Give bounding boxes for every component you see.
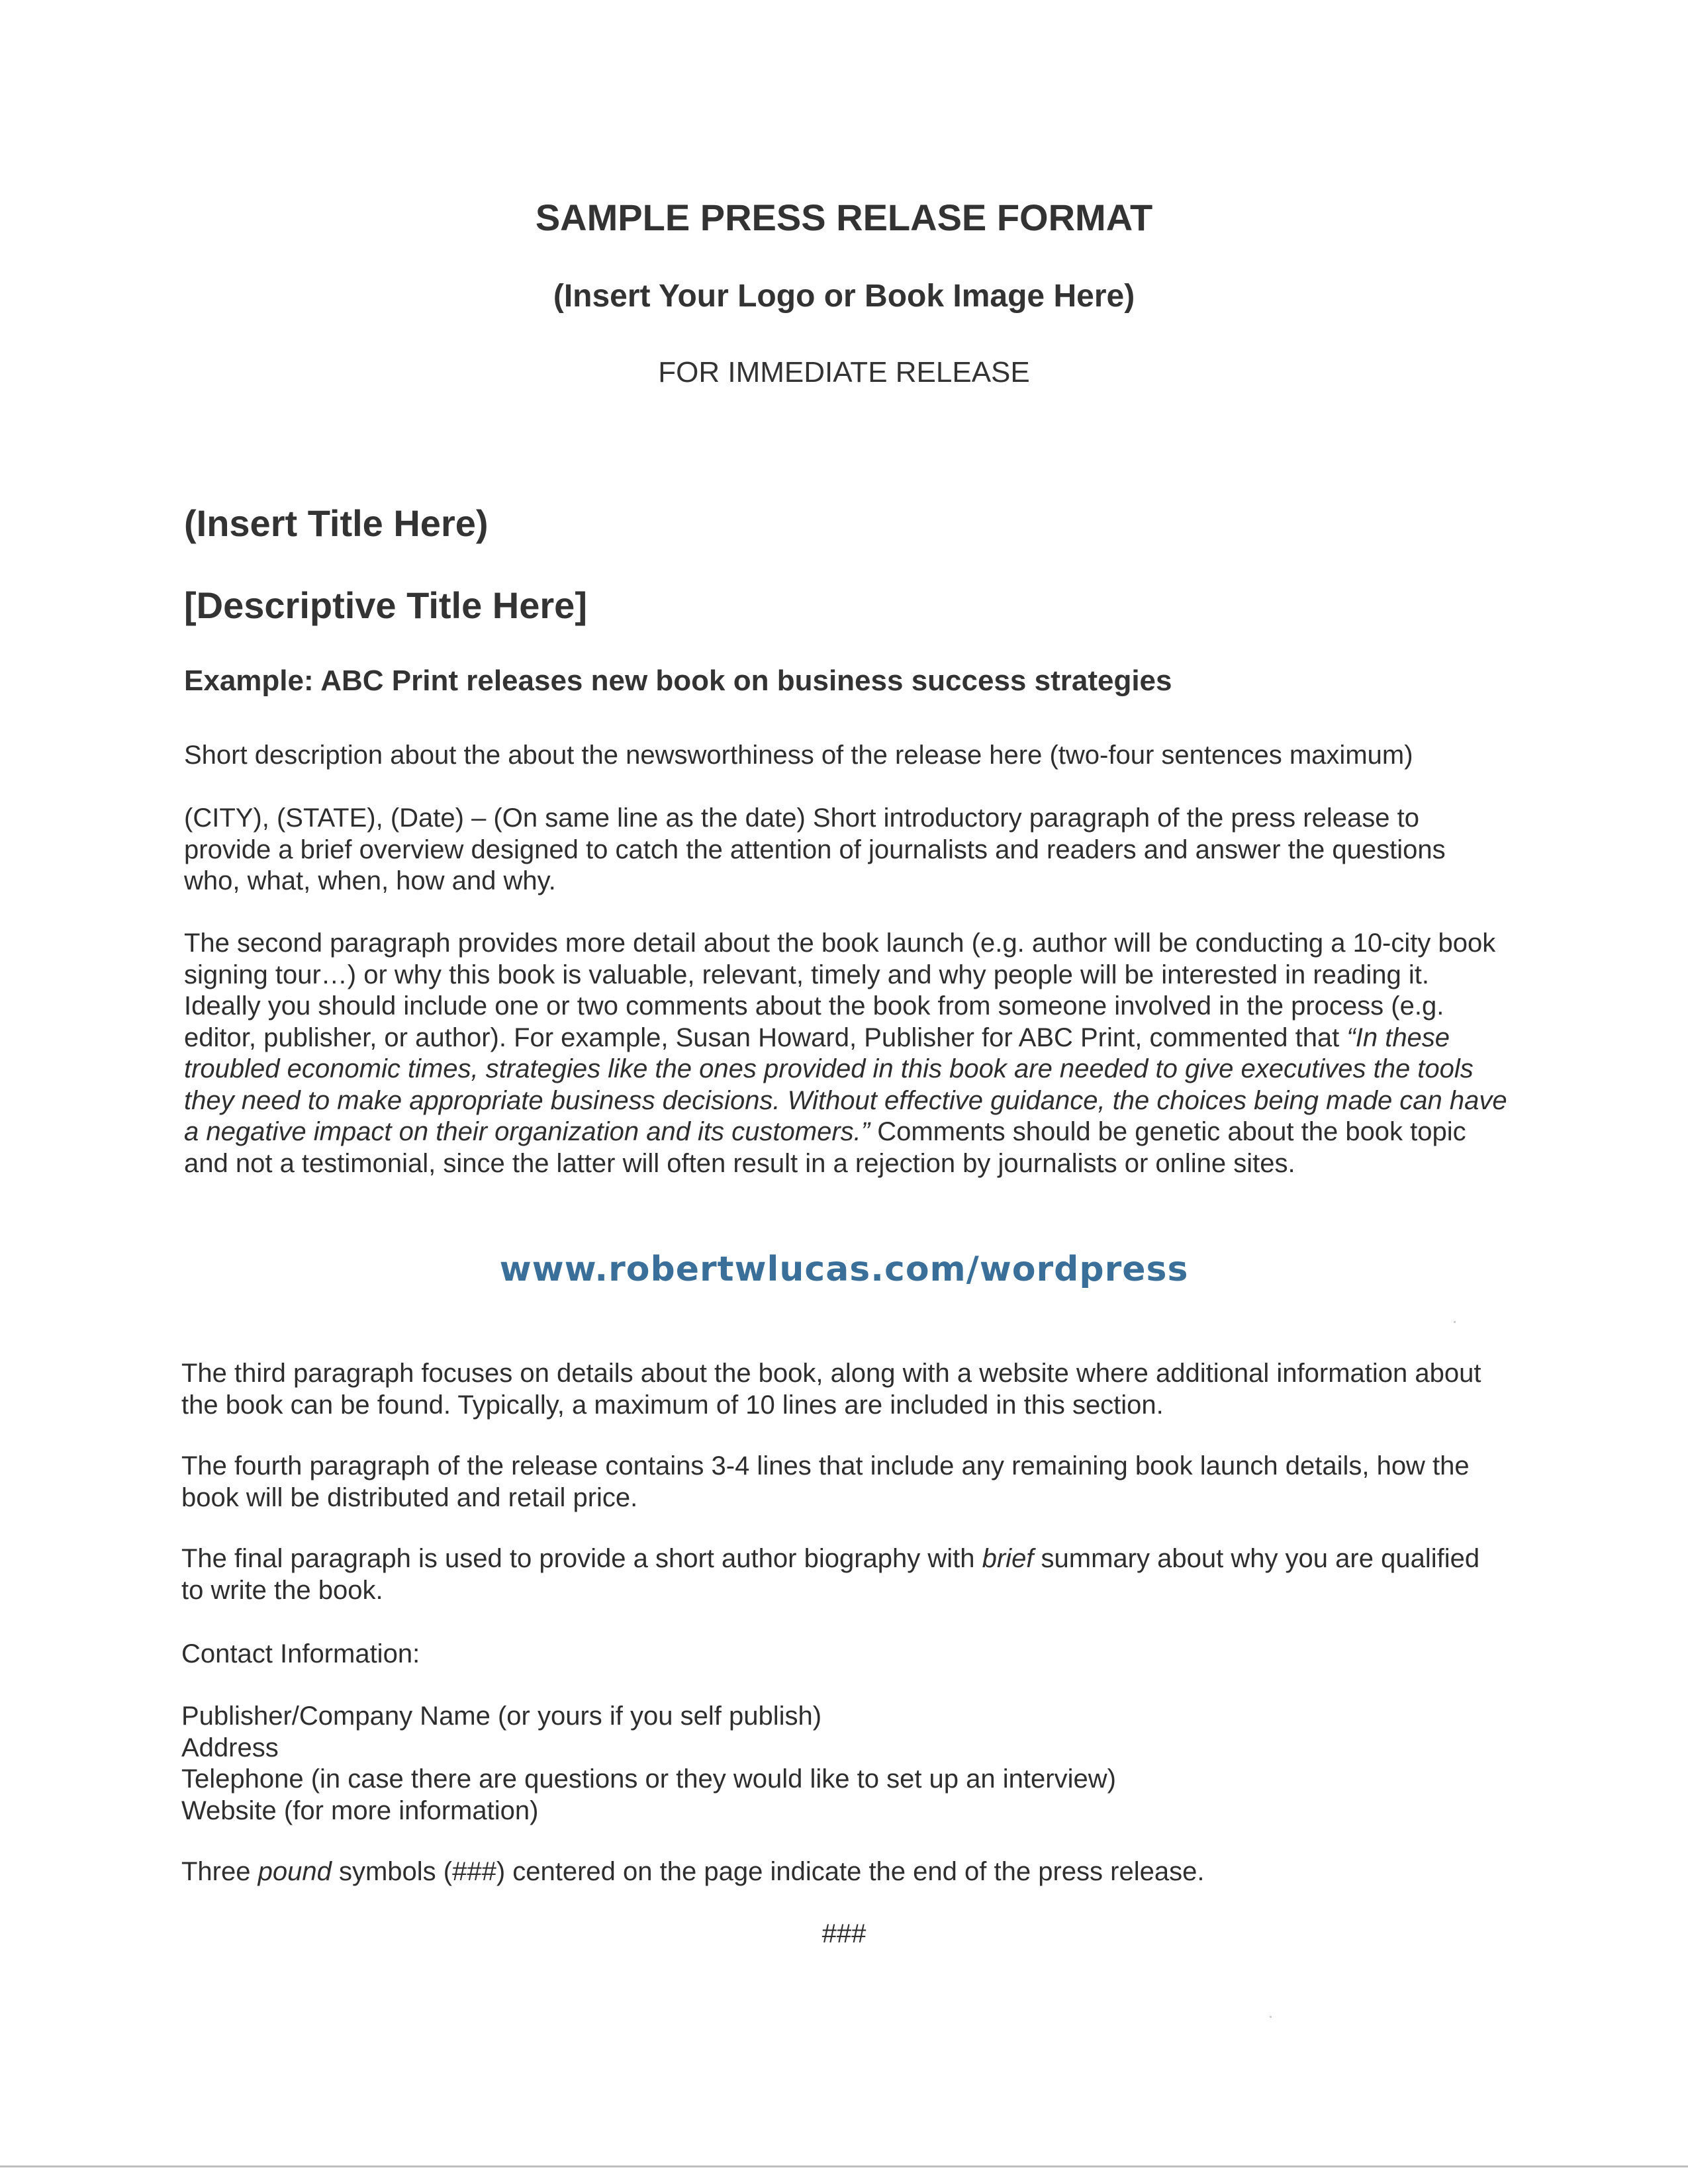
closing-text-a: Three <box>181 1857 258 1886</box>
descriptive-title: [Descriptive Title Here] <box>184 584 587 626</box>
closing-paragraph <box>181 1856 1505 1888</box>
intro-paragraph: (CITY), (STATE), (Date) – (On same line as the date) Short introductory paragraph of the press release to provide a brief overview designed to catch the attention of journalists and readers and answer the questions who, what, when, how and why. <box>184 803 1446 895</box>
document-title: SAMPLE PRESS RELASE FORMAT <box>535 197 1153 238</box>
contact-block <box>181 1701 1505 1827</box>
insert-title: (Insert Title Here) <box>184 502 489 544</box>
contact-line-telephone: Telephone (in case there are questions or they would like to set up an interview) <box>181 1764 1116 1794</box>
contact-heading: Contact Information: <box>181 1639 420 1668</box>
final-paragraph-emphasis: brief <box>982 1544 1034 1573</box>
contact-line-address: Address <box>181 1733 279 1762</box>
final-paragraph-text-b: summary about why you are qualified to write the book. <box>181 1544 1480 1605</box>
website-link[interactable]: www.robertwlucas.com/wordpress <box>499 1250 1189 1289</box>
scan-edge-line <box>0 2165 1688 2167</box>
third-paragraph: The third paragraph focuses on details about the book, along with a website where additional information about the book can be found. Typically, a maximum of 10 lines are included in this section. <box>181 1359 1481 1420</box>
second-paragraph-text-b: Comments should be genetic about the book topic and not a testimonial, since the latter will often result in a rejection by journalists or online sites. <box>184 1117 1466 1178</box>
logo-placeholder: (Insert Your Logo or Book Image Here) <box>553 279 1135 314</box>
fourth-paragraph: The fourth paragraph of the release contains 3-4 lines that include any remaining book launch details, how the book will be distributed and retail price. <box>181 1451 1470 1512</box>
contact-line-publisher: Publisher/Company Name (or yours if you self publish) <box>181 1702 822 1731</box>
second-paragraph-text-a: The second paragraph provides more detail about the book launch (e.g. author will be conducting a 10-city book signing tour…) or why this book is valuable, relevant, timely and why people will be interested in reading it. Ideally you should include one or two comments about the book from someone involved in the process (e.g. editor, publisher, or author). For example, Susan Howard, Publisher for ABC Print, commented that <box>184 929 1496 1052</box>
example-title: Example: ABC Print releases new book on business success strategies <box>184 664 1172 697</box>
short-description: Short description about the about the newsworthiness of the release here (two-four sentences maximum) <box>184 741 1413 770</box>
contact-line-website: Website (for more information) <box>181 1796 539 1825</box>
final-paragraph <box>181 1543 1505 1606</box>
second-paragraph <box>184 928 1508 1179</box>
release-note: FOR IMMEDIATE RELEASE <box>658 356 1030 388</box>
closing-emphasis: pound <box>258 1857 332 1886</box>
scan-speck <box>1454 1321 1456 1323</box>
scan-speck <box>1270 2016 1272 2018</box>
publisher-quote: “In these troubled economic times, strategies like the ones provided in this book are needed to give executives the tools they need to make appropriate business decisions. Without effective guidance, the choices being made can have a negative impact on their organization and its customers.” <box>184 1023 1507 1146</box>
final-paragraph-text-a: The final paragraph is used to provide a short author biography with <box>181 1544 982 1573</box>
end-mark: ### <box>821 1919 867 1948</box>
closing-text-b: symbols (###) centered on the page indicate the end of the press release. <box>331 1857 1205 1886</box>
